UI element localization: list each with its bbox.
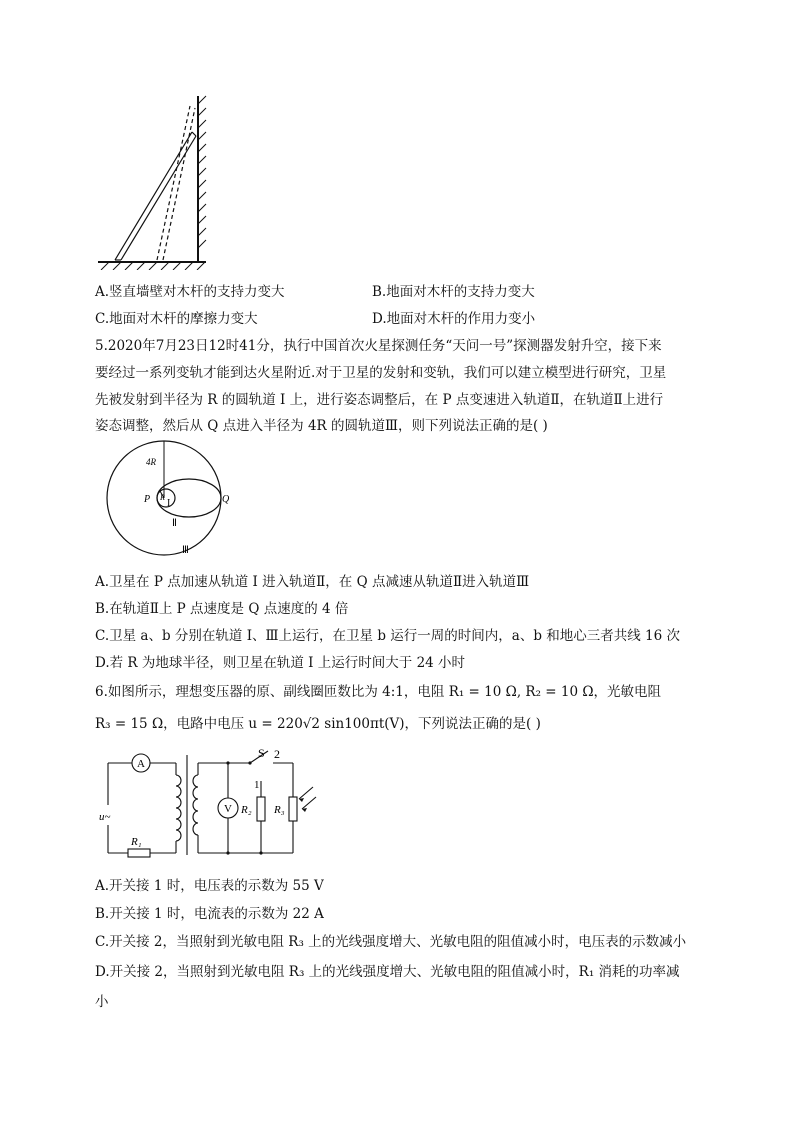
q6-option-d-line-2: 小 <box>95 994 109 1010</box>
orbit-label-q: Q <box>222 494 230 505</box>
ammeter-label: A <box>137 758 145 770</box>
orbit-label-ii: Ⅱ <box>172 518 177 529</box>
q6-option-d-line-1: D.开关接 2，当照射到光敏电阻 R₃ 上的光线强度增大、光敏电阻的阻值减小时，R₁ 消耗的功率减 <box>95 964 680 980</box>
q5-option-c: C.卫星 a、b 分别在轨道 I、Ⅲ上运行，在卫星 b 运行一周的时间内，a、b 和地心三者共线 16 次 <box>95 628 681 644</box>
switch-label: S <box>258 746 265 760</box>
q5-stem-line-2: 要经过一系列变轨才能到达火星附近.对于卫星的发射和变轨，我们可以建立模型进行研究，卫星 <box>95 365 667 381</box>
source-label: u~ <box>99 811 111 823</box>
q6-stem-line-2: R₃ = 15 Ω，电路中电压 u = 220√2 sin100πt(V)，下列说法正确的是( ) <box>95 716 541 732</box>
q6-option-c: C.开关接 2，当照射到光敏电阻 R₃ 上的光线强度增大、光敏电阻的阻值减小时，电压表的示数减小 <box>95 934 687 950</box>
r2-label: R₂ <box>241 804 252 816</box>
orbit-label-iii: Ⅲ <box>182 545 189 556</box>
orbit-label-r: R <box>160 493 165 502</box>
transformer-circuit-figure <box>98 745 328 860</box>
q5-option-a: A.卫星在 P 点加速从轨道 I 进入轨道Ⅱ，在 Q 点减速从轨道Ⅱ进入轨道Ⅲ <box>95 574 530 590</box>
r3-label: R₃ <box>274 804 285 816</box>
q5-option-b: B.在轨道Ⅱ上 P 点速度是 Q 点速度的 4 倍 <box>95 601 349 617</box>
voltmeter-label: V <box>224 803 232 815</box>
orbit-label-i: I <box>167 498 171 509</box>
q6-option-b: B.开关接 1 时，电流表的示数为 22 A <box>95 906 324 922</box>
q4-option-d: D.地面对木杆的作用力变小 <box>372 311 536 327</box>
q5-stem-line-4: 姿态调整，然后从 Q 点进入半径为 4R 的圆轨道Ⅲ，则下列说法正确的是( ) <box>95 418 548 434</box>
switch-terminal-2: 2 <box>274 747 280 761</box>
q4-option-c: C.地面对木杆的摩擦力变大 <box>95 311 258 327</box>
orbit-label-4r: 4R <box>146 457 156 467</box>
rod-wall-figure <box>95 92 215 270</box>
q4-option-a: A.竖直墙壁对木杆的支持力变大 <box>95 284 285 300</box>
q5-option-d: D.若 R 为地球半径，则卫星在轨道 I 上运行时间大于 24 小时 <box>95 655 466 671</box>
orbit-figure <box>100 440 260 560</box>
orbit-label-p: P <box>144 494 151 505</box>
r1-label: R₁ <box>131 836 142 848</box>
q6-stem-line-1: 6.如图所示，理想变压器的原、副线圈匝数比为 4:1，电阻 R₁ = 10 Ω, R₂ = 10 Ω，光敏电阻 <box>95 684 662 700</box>
q6-option-a: A.开关接 1 时，电压表的示数为 55 V <box>95 878 324 894</box>
q5-stem-line-1: 5.2020年7月23日12时41分，执行中国首次火星探测任务“天问一号”探测器发射升空，接下来 <box>95 338 662 354</box>
q5-stem-line-3: 先被发射到半径为 R 的圆轨道 I 上，进行姿态调整后，在 P 点变速进入轨道Ⅱ，在轨道Ⅱ上进行 <box>95 392 664 408</box>
switch-terminal-1: 1 <box>254 779 260 791</box>
q4-option-b: B.地面对木杆的支持力变大 <box>372 284 535 300</box>
